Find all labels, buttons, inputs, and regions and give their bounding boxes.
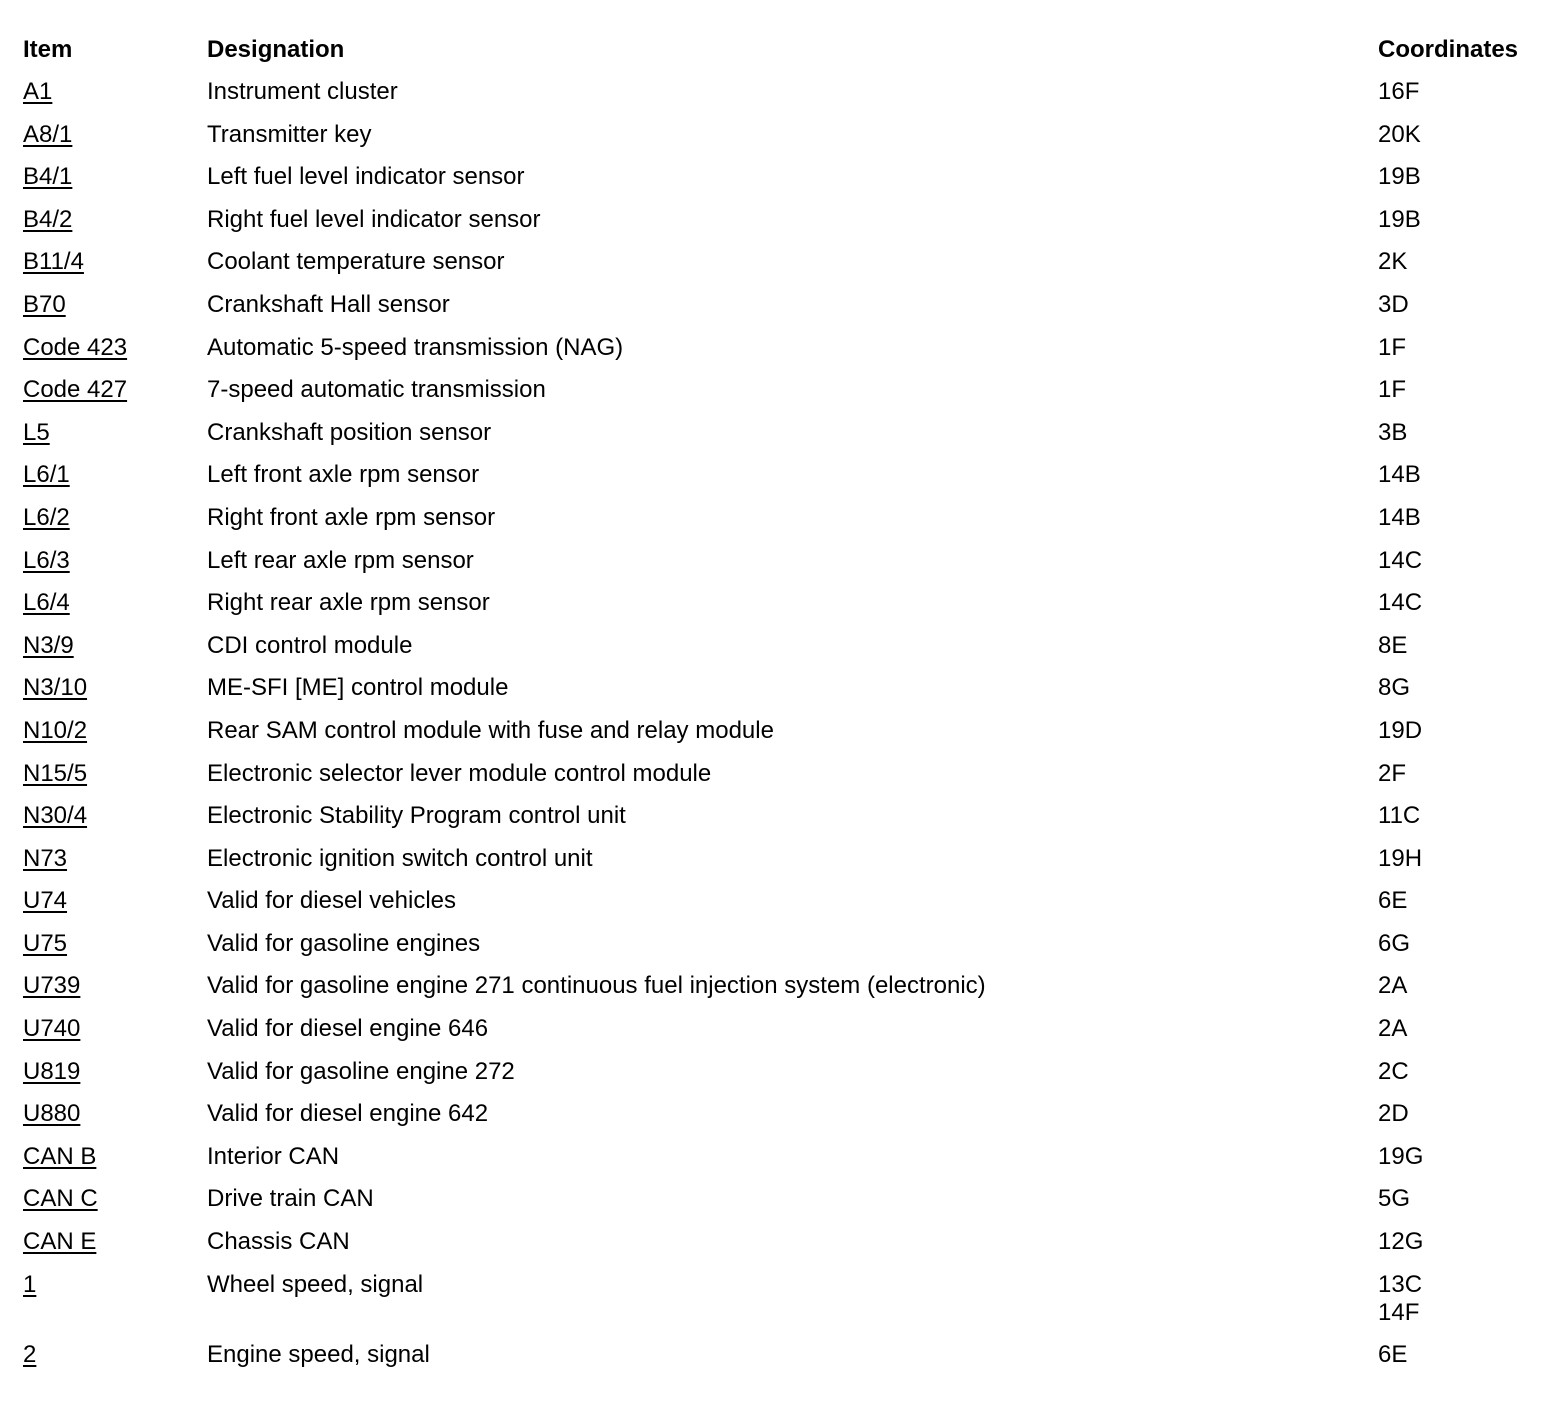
coordinate-value: 8E <box>1378 631 1408 659</box>
item-link[interactable]: Code 427 <box>23 376 128 404</box>
coordinate-value: 2A <box>1378 1015 1408 1043</box>
designation-text: Valid for diesel engine 642 <box>207 1100 489 1128</box>
coordinate-value: 19H <box>1378 844 1423 872</box>
table-row <box>0 689 1568 744</box>
item-link[interactable]: CAN C <box>23 1185 98 1213</box>
table-row <box>0 944 1568 1000</box>
header-coordinates: Coordinates <box>1378 36 1519 63</box>
designation-text: Chassis CAN <box>207 1228 350 1256</box>
coordinate-value: 2D <box>1378 1100 1409 1128</box>
coordinate-value: 20K <box>1378 120 1421 148</box>
designation-text: Valid for gasoline engine 272 <box>207 1057 515 1085</box>
designation-text: Coolant temperature sensor <box>207 248 505 276</box>
coordinate-value: 14F <box>1378 1298 1420 1326</box>
coordinate-value: 1F <box>1378 333 1407 361</box>
item-link[interactable]: L6/4 <box>23 589 70 617</box>
item-link[interactable]: 2 <box>23 1340 37 1368</box>
designation-text: Rear SAM control module with fuse and relay module <box>207 716 774 744</box>
coordinate-value: 19D <box>1378 716 1423 744</box>
table-row <box>0 774 1568 830</box>
table-row <box>0 604 1568 659</box>
table-row <box>0 476 1568 531</box>
item-link[interactable]: 1 <box>23 1270 37 1298</box>
table-row <box>0 1030 1568 1085</box>
designation-text: 7-speed automatic transmission <box>207 376 546 404</box>
item-link[interactable]: L6/2 <box>23 503 70 531</box>
table-row <box>0 178 1568 233</box>
coordinate-value: 14C <box>1378 546 1423 574</box>
item-link[interactable]: A1 <box>23 78 53 105</box>
table-row <box>0 135 1568 191</box>
coordinate-value: 2K <box>1378 248 1408 276</box>
item-link[interactable]: CAN E <box>23 1228 97 1256</box>
item-link[interactable]: N73 <box>23 844 68 872</box>
table-row <box>0 220 1568 276</box>
designation-text: Right front axle rpm sensor <box>207 503 496 531</box>
coordinate-value: 14B <box>1378 461 1421 489</box>
item-link[interactable]: B11/4 <box>23 248 84 276</box>
coordinate-value: 8G <box>1378 674 1411 702</box>
designation-text: ME-SFI [ME] control module <box>207 674 509 702</box>
table-row <box>0 1157 1568 1213</box>
table-row <box>0 817 1568 872</box>
item-link[interactable]: U819 <box>23 1057 81 1085</box>
designation-text: Valid for diesel engine 646 <box>207 1015 489 1043</box>
coordinate-value: 2A <box>1378 972 1408 1000</box>
table-row <box>0 1200 1568 1256</box>
item-link[interactable]: U740 <box>23 1015 81 1043</box>
item-link[interactable]: U739 <box>23 972 81 1000</box>
table-row <box>0 732 1568 787</box>
item-link[interactable]: CAN B <box>23 1142 97 1170</box>
table-row <box>0 859 1568 915</box>
header-row <box>0 0 1568 63</box>
coordinate-value: 2F <box>1378 759 1407 787</box>
designation-text: Electronic Stability Program control unit <box>207 802 626 830</box>
item-link[interactable]: U75 <box>23 929 68 957</box>
designation-text: Transmitter key <box>207 120 372 148</box>
table-row <box>0 646 1568 702</box>
coordinate-value: 5G <box>1378 1185 1411 1213</box>
table-row <box>0 93 1568 148</box>
coordinate-value: 1F <box>1378 376 1407 404</box>
designation-text: Valid for diesel vehicles <box>207 887 457 915</box>
designation-text: CDI control module <box>207 631 413 659</box>
designation-text: Right rear axle rpm sensor <box>207 589 490 617</box>
table-row <box>0 987 1568 1043</box>
designation-text: Valid for gasoline engine 271 continuous fuel injection system (electronic) <box>207 972 986 1000</box>
designation-text: Wheel speed, signal <box>207 1270 424 1298</box>
item-link[interactable]: L5 <box>23 418 50 446</box>
table-row <box>0 1072 1568 1128</box>
coordinate-value: 6G <box>1378 929 1411 957</box>
coordinate-value: 16F <box>1378 78 1420 105</box>
coordinate-value: 3B <box>1378 418 1408 446</box>
header-designation: Designation <box>207 36 345 63</box>
designation-text: Automatic 5-speed transmission (NAG) <box>207 333 624 361</box>
designation-text: Electronic ignition switch control unit <box>207 844 593 872</box>
designation-text: Crankshaft Hall sensor <box>207 290 450 318</box>
designation-text: Left front axle rpm sensor <box>207 461 480 489</box>
designation-text: Crankshaft position sensor <box>207 418 492 446</box>
coordinate-value: 6E <box>1378 887 1408 915</box>
table-row <box>0 1243 1568 1326</box>
item-link[interactable]: N15/5 <box>23 759 88 787</box>
coordinate-value: 3D <box>1378 290 1409 318</box>
table-row <box>0 1115 1568 1170</box>
table-row <box>0 433 1568 489</box>
table-row <box>0 263 1568 318</box>
table-row <box>0 561 1568 617</box>
item-link[interactable]: N10/2 <box>23 716 88 744</box>
coordinate-value: 14B <box>1378 503 1421 531</box>
designation-text: Valid for gasoline engines <box>207 929 481 957</box>
item-link[interactable]: Code 423 <box>23 333 128 361</box>
designation-text: Left rear axle rpm sensor <box>207 546 474 574</box>
header-item: Item <box>23 36 73 63</box>
designation-text: Instrument cluster <box>207 78 398 105</box>
item-link[interactable]: N3/10 <box>23 674 88 702</box>
coordinate-value: 19B <box>1378 205 1421 233</box>
item-link[interactable]: U74 <box>23 887 68 915</box>
designation-text: Left fuel level indicator sensor <box>207 163 525 191</box>
designation-text: Drive train CAN <box>207 1185 374 1213</box>
coordinate-value: 6E <box>1378 1340 1408 1368</box>
designation-text: Right fuel level indicator sensor <box>207 205 541 233</box>
coordinate-value: 11C <box>1378 802 1421 830</box>
item-link[interactable]: B4/1 <box>23 163 73 191</box>
item-link[interactable]: N30/4 <box>23 802 88 830</box>
table-row <box>0 50 1568 105</box>
table-row <box>0 519 1568 574</box>
coordinate-value: 12G <box>1378 1228 1424 1256</box>
designation-text: Engine speed, signal <box>207 1340 430 1368</box>
table-row <box>0 348 1568 404</box>
item-link[interactable]: B70 <box>23 290 66 318</box>
table-row <box>0 391 1568 446</box>
coordinate-value: 2C <box>1378 1057 1409 1085</box>
item-link[interactable]: U880 <box>23 1100 81 1128</box>
item-link[interactable]: B4/2 <box>23 205 73 233</box>
designation-text: Electronic selector lever module control module <box>207 759 712 787</box>
coordinate-value: 14C <box>1378 589 1423 617</box>
item-link[interactable]: A8/1 <box>23 120 73 148</box>
table-row <box>0 1313 1568 1368</box>
item-link[interactable]: N3/9 <box>23 631 74 659</box>
coordinate-value: 13C <box>1378 1270 1423 1298</box>
item-link[interactable]: L6/3 <box>23 546 70 574</box>
coordinate-value: 19B <box>1378 163 1421 191</box>
legend-rows <box>0 50 1568 1368</box>
item-link[interactable]: L6/1 <box>23 461 70 489</box>
coordinates-cell <box>1378 1341 1407 1369</box>
table-row <box>0 902 1568 957</box>
table-row <box>0 306 1568 361</box>
coordinate-value: 19G <box>1378 1142 1424 1170</box>
designation-text: Interior CAN <box>207 1142 340 1170</box>
